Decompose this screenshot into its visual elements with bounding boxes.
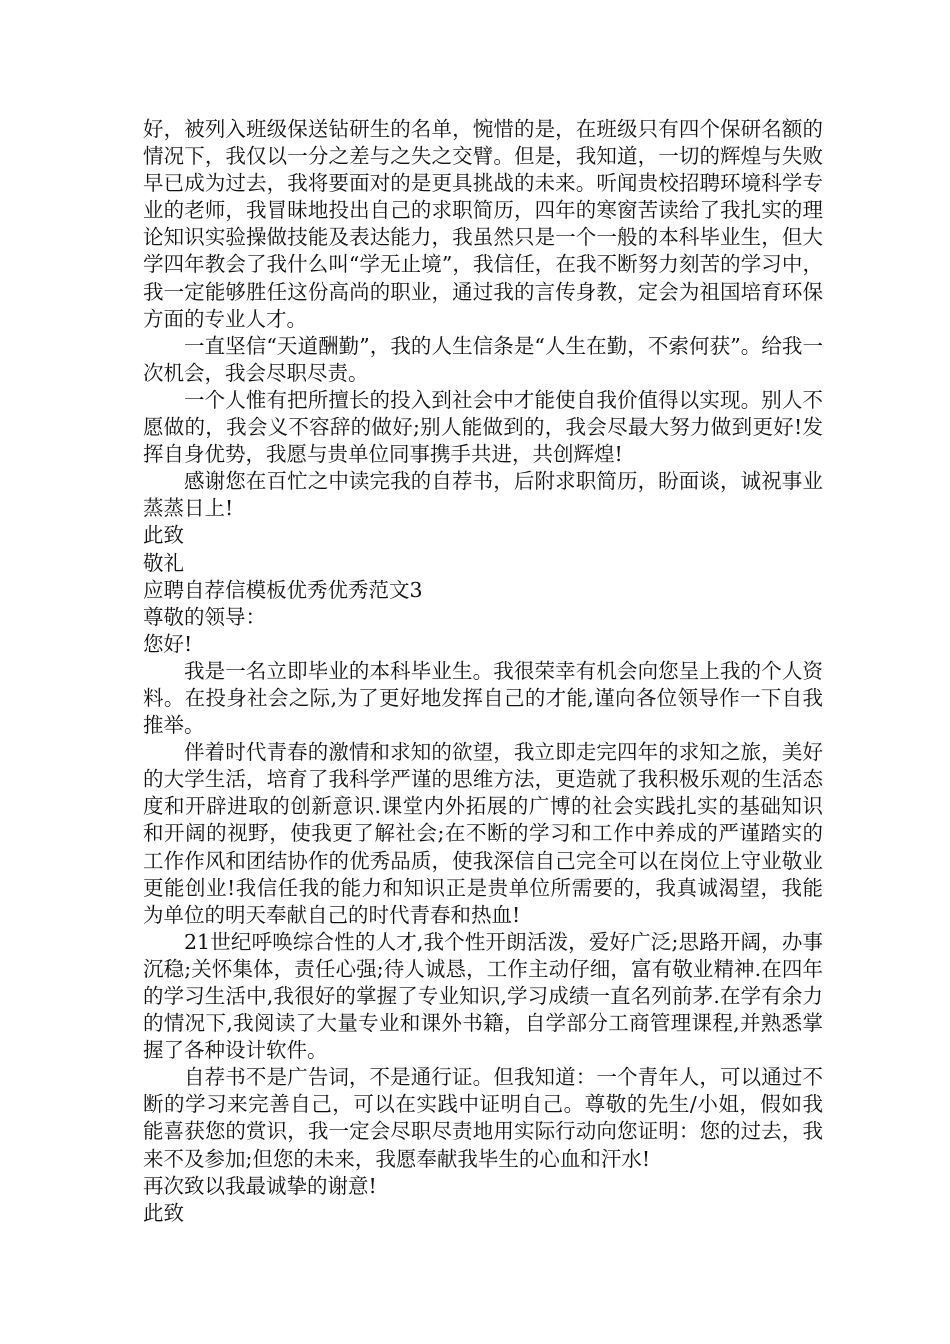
section-heading: 应聘自荐信模板优秀优秀范文3 [143,577,423,602]
greeting-line: 您好! [143,631,193,656]
closing-line: 此致 [143,1200,184,1225]
paragraph: 我是一名立即毕业的本科毕业生。我很荣幸有机会向您呈上我的个人资料。在投身社会之际,为了更好地发挥自己的才能,谨向各位领导作一下自我推举。 [143,658,823,738]
paragraph: 21世纪呼唤综合性的人才,我个性开朗活泼，爱好广泛;思路开阔，办事沉稳;关怀集体，责任心强;待人诚恳，工作主动仔细，富有敬业精神.在四年的学习生活中,我很好的掌握了专业知识,学习成绩一直名列前茅.在学有余力的情况下,我阅读了大量专业和课外书籍，自学部分工商管理课程,并熟悉掌握了各种设计软件。 [143,929,823,1063]
closing-line: 再次致以我最诚挚的谢意! [143,1173,377,1198]
closing-line: 此致 [143,523,184,548]
paragraph: 感谢您在百忙之中读完我的自荐书，后附求职简历，盼面谈，诚祝事业蒸蒸日上! [143,469,823,521]
paragraph: 伴着时代青春的激情和求知的欲望，我立即走完四年的求知之旅，美好的大学生活，培育了我科学严谨的思维方法，更造就了我积极乐观的生活态度和开辟进取的创新意识.课堂内外拓展的广博的社会实践扎实的基础知识和开阔的视野，使我更了解社会;在不断的学习和工作中养成的严谨踏实的工作作风和团结协作的优秀品质，使我深信自己完全可以在岗位上守业敬业更能创业!我信任我的能力和知识正是贵单位所需要的，我真诚渴望，我能为单位的明天奉献自己的时代青春和热血! [143,740,823,927]
greeting-line: 尊敬的领导： [143,604,266,629]
closing-line: 敬礼 [143,550,184,575]
paragraph: 好，被列入班级保送钻研生的名单，惋惜的是，在班级只有四个保研名额的情况下，我仅以一分之差与之失之交臂。但是，我知道，一切的辉煌与失败早已成为过去，我将要面对的是更具挑战的未来。听闻贵校招聘环境科学专业的老师，我冒昧地投出自己的求职简历，四年的寒窗苦读给了我扎实的理论知识实验操做技能及表达能力，我虽然只是一个一般的本科毕业生，但大学四年教会了我什么叫“学无止境”，我信任，在我不断努力刻苦的学习中，我一定能够胜任这份高尚的职业，通过我的言传身教，定会为祖国培育环保方面的专业人才。 [143,117,823,331]
document-page [143,116,823,1227]
paragraph: 一个人惟有把所擅长的投入到社会中才能使自我价值得以实现。别人不愿做的，我会义不容辞的做好;别人能做到的，我会尽最大努力做到更好!发挥自身优势，我愿与贵单位同事携手共进，共创辉煌! [143,387,823,467]
paragraph: 一直坚信“天道酬勤”，我的人生信条是“人生在勤，不索何获”。给我一次机会，我会尽职尽责。 [143,333,823,385]
paragraph: 自荐书不是广告词，不是通行证。但我知道：一个青年人，可以通过不断的学习来完善自己，可以在实践中证明自己。尊敬的先生/小姐，假如我能喜获您的赏识，我一定会尽职尽责地用实际行动向您证明：您的过去，我来不及参加;但您的未来，我愿奉献我毕生的心血和汗水! [143,1065,823,1171]
